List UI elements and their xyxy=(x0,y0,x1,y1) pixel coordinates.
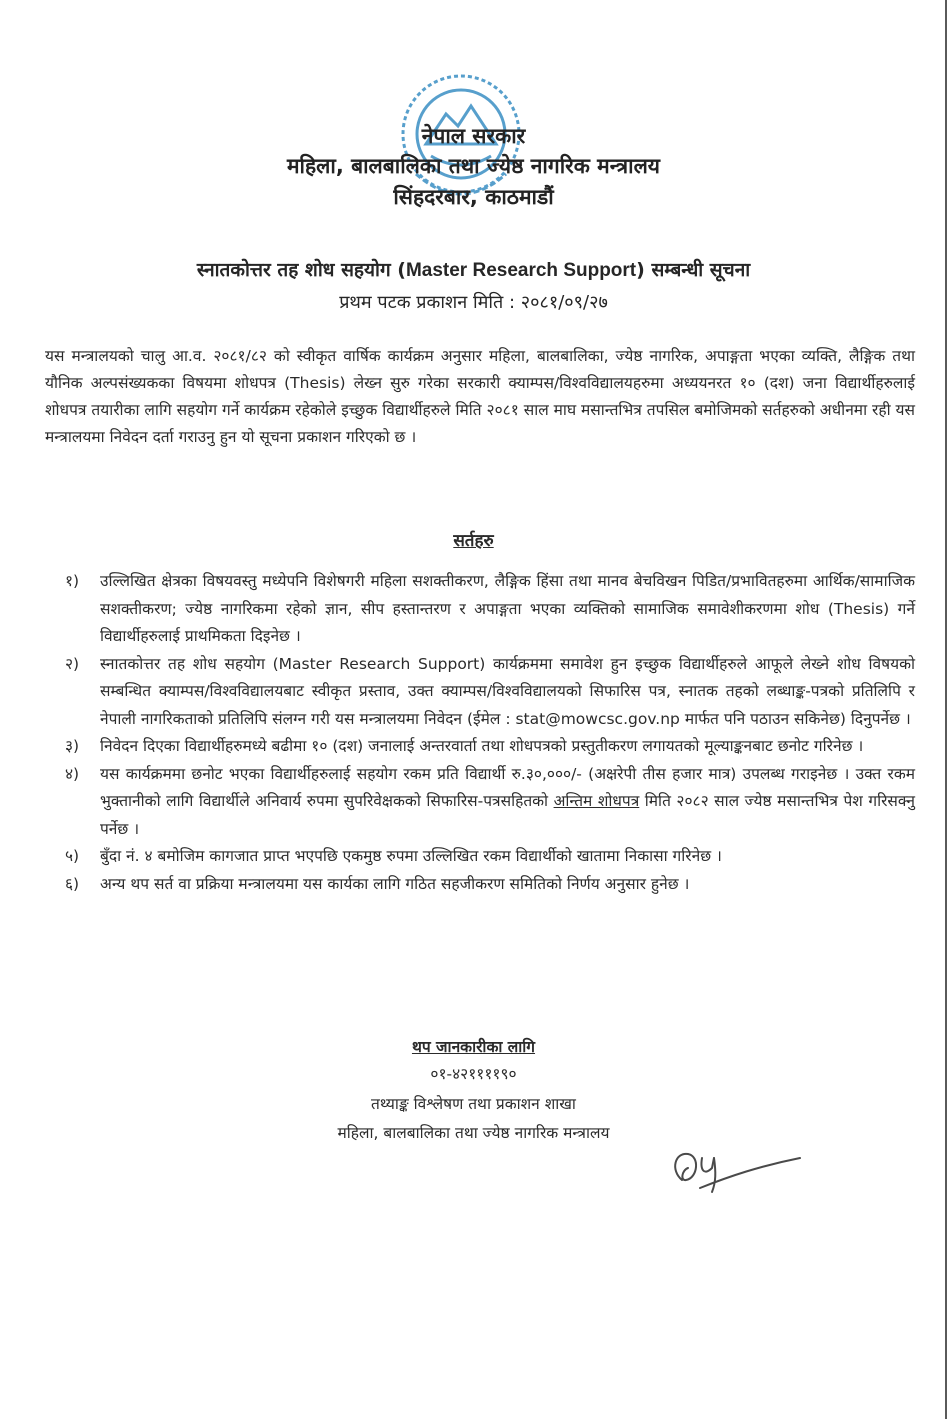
term-text: बुँदा नं. ४ बमोजिम कागजात प्राप्त भएपछि एकमुष्ठ रुपमा उल्लिखित रकम विद्यार्थीको खातामा निकासा गरिनेछ । xyxy=(100,847,722,865)
terms-heading: सर्तहरु xyxy=(453,531,494,551)
term-number: ३) xyxy=(65,737,80,755)
term-text-part: मिति २०८२ साल ज्येष्ठ मसान्तभित्र पेश गरिसक्नु पर्नेछ । xyxy=(100,792,915,838)
term-text: उल्लिखित क्षेत्रका विषयवस्तु मध्येपनि विशेषगरी महिला सशक्तीकरण, लैङ्गिक हिंसा तथा मानव बेचविखन पिडित/प्रभावितहरुमा आर्थिक/सामाजिक सशक्तीकरण; ज्येष्ठ नागरिकमा रहेको ज्ञान, सीप हस्तान्तरण र अपाङ्गता भएका व्यक्तिको सामाजिक समावेशीकरणमा शोध (Thesis) गर्ने विद्यार्थीहरुलाई प्राथमिकता दिइनेछ । xyxy=(100,572,915,645)
term-item xyxy=(65,651,915,734)
final-thesis-underlined: अन्तिम शोधपत्र xyxy=(553,792,640,810)
term-number: २) xyxy=(65,654,80,673)
term-number: ६) xyxy=(65,874,80,893)
term-item xyxy=(65,733,915,761)
term-number: १) xyxy=(65,572,80,590)
term-text xyxy=(100,761,915,844)
term-text: स्नातकोत्तर तह शोध सहयोग (Master Research Support) कार्यक्रममा समावेश हुन इच्छुक विद्यार्थीहरुले आफूले लेख्ने शोध विषयको सम्बन्धित क्याम्पस/विश्वविद्यालयबाट स्वीकृत प्रस्ताव, उक्त क्याम्पस/विश्वविद्यालयको सिफारिस पत्र, स्नातक तहको लब्धाङ्क-पत्रको प्रतिलिपि र नेपाली नागरिकताको प्रतिलिपि संलग्न गरी यस मन्त्रालयमा निवेदन (ईमेल : stat@mowcsc.gov.np मार्फत पनि पठाउन सकिनेछ) दिनुपर्नेछ । xyxy=(100,654,915,728)
term-item xyxy=(65,843,915,871)
handwritten-signature-icon xyxy=(660,1140,810,1200)
title-suffix: ) सम्बन्धी सूचना xyxy=(636,259,751,281)
contact-ministry: महिला, बालबालिका तथा ज्येष्ठ नागरिक मन्त्रालय xyxy=(337,1124,610,1142)
term-item xyxy=(65,568,915,651)
ministry-location: सिंहदरबार, काठमाडौं xyxy=(393,185,554,209)
term-text-part: यस कार्यक्रममा छनोट भएका विद्यार्थीहरुलाई सहयोग रकम प्रति विद्यार्थी रु.३०,०००/- (अक्षरेपी तीस हजार मात्र) उपलब्ध गराइनेछ । उक्त रकम भुक्तानीको लागि विद्यार्थीले अनिवार्य रुपमा सुपरिवेक्षकको सिफारिस-पत्रसहितको xyxy=(100,764,915,810)
term-text: निवेदन दिएका विद्यार्थीहरुमध्ये बढीमा १० (दश) जनालाई अन्तरवार्ता तथा शोधपत्रको प्रस्तुतीकरण लगायतको मूल्याङ्कनबाट छनोट गरिनेछ । xyxy=(100,737,864,755)
contact-branch: तथ्याङ्क विश्लेषण तथा प्रकाशन शाखा xyxy=(371,1095,576,1113)
term-number: ५) xyxy=(65,847,80,865)
intro-paragraph: यस मन्त्रालयको चालु आ.व. २०८१/८२ को स्वीकृत वार्षिक कार्यक्रम अनुसार महिला, बालबालिका, ज्येष्ठ नागरिक, अपाङ्गता भएका व्यक्ति, लैङ्गिक तथा यौनिक अल्पसंख्यकका विषयमा शोधपत्र (Thesis) लेख्न सुरु गरेका सरकारी क्याम्पस/विश्वविद्यालयहरुमा अध्ययनरत १० (दश) जना विद्यार्थीहरुलाई शोधपत्र तयारीका लागि सहयोग गर्ने कार्यक्रम रहेकोले इच्छुक विद्यार्थीहरुले मिति २०८१ साल माघ मसान्तभित्र तपसिल बमोजिमको सर्तहरुको अधीनमा रही यस मन्त्रालयमा निवेदन दर्ता गराउनु हुन यो सूचना प्रकाशन गरिएको छ । xyxy=(45,347,915,446)
contact-heading: थप जानकारीका लागि xyxy=(411,1038,536,1056)
contact-phone: ०१-४२११११९० xyxy=(430,1065,517,1083)
notice-title xyxy=(0,256,947,282)
title-english: Master Research Support xyxy=(405,260,637,281)
term-item xyxy=(65,871,915,899)
terms-list xyxy=(65,568,915,898)
title-prefix: स्नातकोत्तर तह शोध सहयोग ( xyxy=(196,259,406,281)
government-name: नेपाल सरकार xyxy=(421,124,526,148)
term-number: ४) xyxy=(65,764,80,783)
published-date: प्रथम पटक प्रकाशन मिति : २०८१/०९/२७ xyxy=(339,292,608,313)
term-item xyxy=(65,761,915,844)
term-text: अन्य थप सर्त वा प्रक्रिया मन्त्रालयमा यस कार्यका लागि गठित सहजीकरण समितिको निर्णय अनुसार हुनेछ । xyxy=(100,874,690,893)
ministry-name: महिला, बालबालिका तथा ज्येष्ठ नागरिक मन्त्रालय xyxy=(287,154,660,178)
